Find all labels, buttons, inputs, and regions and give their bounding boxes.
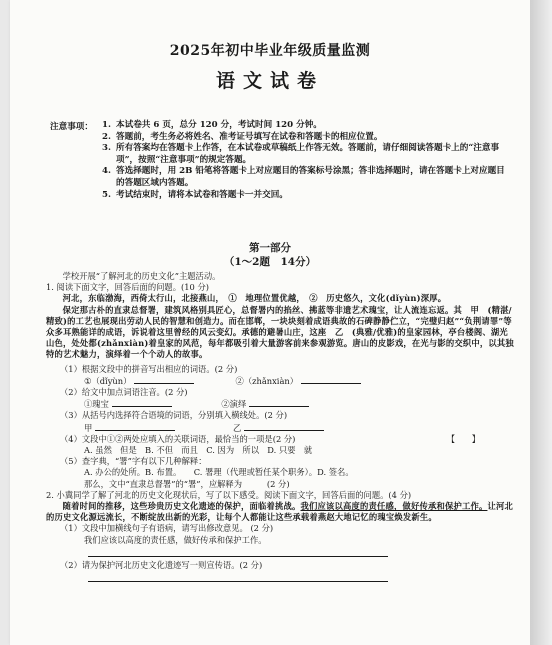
activity-intro: 学校开展“了解河北的历史文化”主题活动。 (62, 271, 221, 281)
sub-question: （1）根据文段中的拼音写出相应的词语。(2 分) (60, 363, 238, 374)
notice-item: 3. 所有答案均在答题卡上作答，在本试卷或草稿纸上作答无效。答题前，请仔细阅读答题卡上的“注意事项”，按照“注意事项”的规定答题。 (102, 143, 500, 165)
answer-line[interactable] (88, 571, 388, 582)
page-edge-shadow (530, 0, 552, 645)
question-body (46, 271, 516, 582)
sub-question-quote: 我们应该以高度的责任感，做好传承和保护工作。 (84, 534, 267, 545)
answer-blank[interactable] (244, 422, 324, 431)
sub-question: （4）文段中①②两处应填入的关联词语，最恰当的一项是(2 分) 【 】 (60, 433, 480, 444)
sub-question: （3）从括号内选择符合语境的词语，分别填入横线处。(2 分) (60, 410, 288, 421)
choice-options: A. 虽然 但是 B. 不但 而且 C. 因为 所以 D. 只要 就 (84, 445, 313, 456)
notice-item: 5. 考试结束时，请将本试卷和答题卡一并交回。 (102, 189, 288, 200)
notice-item: 1. 本试卷共 6 页，总分 120 分，考试时间 120 分钟。 (102, 120, 322, 130)
notice-item: 2. 答题前，考生务必将姓名、准考证号填写在试卷和答题卡的相应位置。 (102, 131, 383, 142)
underlined-sentence: 我们应该以高度的责任感，做好传承和保护工作。 (300, 501, 488, 512)
answer-blank[interactable] (95, 422, 175, 431)
answer-line[interactable] (88, 546, 388, 557)
sub-question: （2）给文中加点词语注音。(2 分) (60, 387, 188, 398)
question-1-passage: 保定那古朴的直隶总督署，建筑风格别具匠心，总督署内的掐丝、拂蓝等非遗艺术瑰宝，让人流连忘返。其 甲 (精湛/精致)的工艺也展现出劳动人民的智慧和创造力。而在邯郸，一块块刻着成语典故的石碑静静伫立，“完璧归赵”“负荆请罪”等众多耳熟能详的成语，诉说着这里曾经的风云变幻。承德的避暑山庄，这座 乙 (典雅/优雅)的皇家园林，亭台楼阁、湖光山色，处处都(zhǎnxiàn)着皇家的风范，每年都吸引着大量游客前来参观游览。唐山的皮影戏，在光与影的交织中，以其独特的艺术魅力，演绎着一个个动人的故事。 (46, 304, 514, 360)
answer-blank[interactable] (134, 375, 194, 384)
sub-question-prompt: 那么，文中“直隶总督署”的“署”，应解释为 (2 分) (84, 478, 290, 489)
question-1-title: 1. 阅读下面文字，回答后面的问题。(10 分) (46, 282, 209, 293)
question-2-title: 2. 小冀同学了解了河北的历史文化现状后，写了以下感受。阅读下面文字，回答后面的问题。(4 分) (46, 489, 412, 500)
notice-list (102, 120, 512, 201)
part-range: （1～2题 14分） (223, 256, 317, 268)
sub-question: （5）查字典，“署”字有以下几种解释： (60, 456, 207, 467)
answer-bracket[interactable]: 【 】 (446, 433, 480, 444)
question-1-passage: 河北，东临渤海，西倚太行山，北接燕山， ① 地理位置优越， ② 历史悠久，文化(dǐyùn)深厚。 (62, 293, 447, 304)
choice-options: A. 办公的处所。B. 布置。 C. 署理（代理或暂任某个职务）。D. 签名。 (84, 467, 354, 478)
sub-answer-row: ①瑰宝 ②演绎 (46, 398, 516, 410)
exam-paper (10, 0, 530, 645)
sub-question: （2）请为保护河北历史文化遗迹写一则宣传语。(2 分) (60, 559, 263, 570)
answer-blank[interactable] (249, 398, 309, 407)
subject-title: 语文试卷 (215, 70, 324, 92)
part-title: 第一部分 (249, 242, 291, 254)
exam-title: 2025年初中毕业年级质量监测 (169, 43, 371, 59)
question-2-passage: 随着时间的推移，这些珍贵历史文化遗迹的保护，面临着挑战。我们应该以高度的责任感，做好传承和保护工作。让河北的历史文化源远流长，不断绽放出新的光彩，让每个人都能让这些承载着燕赵大地记忆的瑰宝焕发新生。 (46, 501, 513, 523)
sub-answer-row: ①（dǐyùn） ②（zhǎnxiàn） (46, 375, 516, 387)
notice-label: 注意事项： (50, 122, 93, 132)
sub-question: （1）文段中加横线句子有语病，请写出修改意见。 (2 分) (60, 523, 274, 534)
sub-answer-row: 甲 乙 (46, 422, 516, 434)
answer-blank[interactable] (112, 398, 172, 407)
answer-blank[interactable] (301, 375, 361, 384)
notice-item: 4. 答选择题时，用 2B 铅笔将答题卡上对应题目的答案标号涂黑；答非选择题时，请在答题卡上对应题目的答题区域内答题。 (102, 166, 505, 188)
